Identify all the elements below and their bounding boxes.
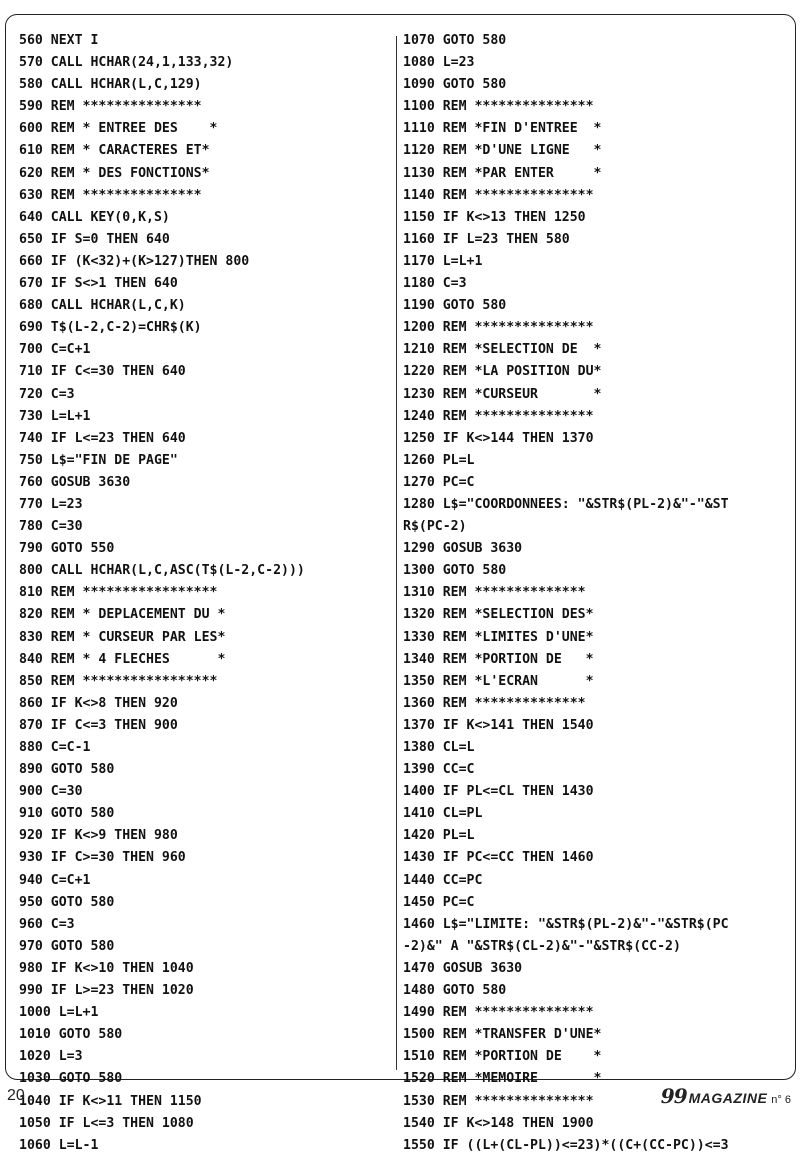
code-line: 690 T$(L-2,C-2)=CHR$(K) [19,320,202,336]
code-line: 1040 IF K<>11 THEN 1150 [19,1093,202,1109]
listing-left-column [19,30,391,1157]
code-line: 900 C=30 [19,784,83,800]
code-line: 1210 REM *SELECTION DE * [403,342,602,358]
code-line: 740 IF L<=23 THEN 640 [19,430,186,446]
code-line: 1460 L$="LIMITE: "&STR$(PL-2)&"-"&STR$(PC [403,916,729,932]
code-line: 1150 IF K<>13 THEN 1250 [403,209,586,225]
code-line: 960 C=3 [19,916,75,932]
code-line: 1170 L=L+1 [403,253,483,269]
code-line: 1420 PL=L [403,828,475,844]
code-line: 1400 IF PL<=CL THEN 1430 [403,784,594,800]
code-line: 760 GOSUB 3630 [19,474,131,490]
code-line: 680 CALL HCHAR(L,C,K) [19,298,186,314]
code-line: 1370 IF K<>141 THEN 1540 [403,717,594,733]
code-line: 1300 GOTO 580 [403,563,507,579]
code-line: 940 C=C+1 [19,872,91,888]
code-line: 830 REM * CURSEUR PAR LES* [19,629,226,645]
code-line: 990 IF L>=23 THEN 1020 [19,983,194,999]
code-line: 560 NEXT I [19,33,99,48]
code-line: R$(PC-2) [403,519,467,535]
code-line: 1010 GOTO 580 [19,1027,123,1043]
code-line: 840 REM * 4 FLECHES * [19,651,226,667]
code-line: 720 C=3 [19,386,75,402]
code-line: 710 IF C<=30 THEN 640 [19,364,186,380]
code-line: 750 L$="FIN DE PAGE" [19,452,178,468]
code-line: 1190 GOTO 580 [403,298,507,314]
code-line: 1380 CL=L [403,740,475,755]
code-line: 730 L=L+1 [19,408,91,424]
code-line: 1360 REM ************** [403,695,586,711]
code-line: 1490 REM *************** [403,1005,594,1021]
code-line: 1090 GOTO 580 [403,77,507,93]
code-line: 1480 GOTO 580 [403,983,507,999]
code-line: 860 IF K<>8 THEN 920 [19,695,178,711]
code-line: 1430 IF PC<=CC THEN 1460 [403,850,594,866]
code-line: 1080 L=23 [403,55,475,71]
code-line: 580 CALL HCHAR(L,C,129) [19,77,202,93]
column-divider [396,36,397,1070]
code-line: 1330 REM *LIMITES D'UNE* [403,629,594,645]
code-line: 1270 PC=C [403,474,475,490]
code-line: 1450 PC=C [403,894,475,910]
code-line: 1100 REM *************** [403,99,594,115]
code-line: 570 CALL HCHAR(24,1,133,32) [19,55,234,71]
code-line: 700 C=C+1 [19,342,91,358]
code-line: 1220 REM *LA POSITION DU* [403,364,602,380]
code-line: 630 REM *************** [19,187,202,203]
code-line: 1410 CL=PL [403,806,483,822]
code-line: 810 REM ***************** [19,585,218,601]
magazine-name: MAGAZINE [688,1090,768,1106]
code-line: 1000 L=L+1 [19,1005,99,1021]
code-line: 1060 L=L-1 [19,1137,99,1153]
code-line: -2)&" A "&STR$(CL-2)&"-"&STR$(CC-2) [403,938,681,954]
code-line: 660 IF (K<32)+(K>127)THEN 800 [19,253,250,269]
code-line: 620 REM * DES FONCTIONS* [19,165,210,181]
code-line: 640 CALL KEY(0,K,S) [19,209,170,225]
code-line: 1280 L$="COORDONNEES: "&STR$(PL-2)&"-"&ST [403,496,729,512]
code-line: 1550 IF ((L+(CL-PL))<=23)*((C+(CC-PC))<=3 [403,1137,729,1153]
magazine-footer [661,1084,791,1108]
listing-right-column [403,30,783,1157]
code-line: 1140 REM *************** [403,187,594,203]
code-line: 820 REM * DEPLACEMENT DU * [19,607,226,623]
magazine-logo: 99 [660,1084,687,1108]
code-line: 1310 REM ************** [403,585,586,601]
code-line: 1120 REM *D'UNE LIGNE * [403,143,602,159]
code-line: 880 C=C-1 [19,740,91,755]
code-line: 1230 REM *CURSEUR * [403,386,602,402]
code-line: 1110 REM *FIN D'ENTREE * [403,121,602,137]
code-line: 1200 REM *************** [403,320,594,336]
code-line: 950 GOTO 580 [19,894,115,910]
code-line: 1390 CC=C [403,762,475,778]
code-line: 1260 PL=L [403,452,475,468]
code-line: 970 GOTO 580 [19,938,115,954]
code-line: 1470 GOSUB 3630 [403,960,523,976]
code-line: 770 L=23 [19,496,83,512]
code-line: 600 REM * ENTREE DES * [19,121,218,137]
code-line: 1020 L=3 [19,1049,83,1065]
code-line: 980 IF K<>10 THEN 1040 [19,960,194,976]
code-line: 850 REM ***************** [19,673,218,689]
code-line: 780 C=30 [19,519,83,535]
code-line: 1030 GOTO 580 [19,1071,123,1087]
code-line: 1510 REM *PORTION DE * [403,1049,602,1065]
code-line: 1290 GOSUB 3630 [403,541,523,557]
code-line: 1500 REM *TRANSFER D'UNE* [403,1027,602,1043]
code-line: 1240 REM *************** [403,408,594,424]
code-line: 920 IF K<>9 THEN 980 [19,828,178,844]
code-line: 1160 IF L=23 THEN 580 [403,231,570,247]
code-line: 1130 REM *PAR ENTER * [403,165,602,181]
code-line: 890 GOTO 580 [19,762,115,778]
code-line: 1440 CC=PC [403,872,483,888]
code-line: 610 REM * CARACTERES ET* [19,143,210,159]
code-line: 1050 IF L<=3 THEN 1080 [19,1115,194,1131]
page-number: 20 [7,1087,25,1104]
code-line: 670 IF S<>1 THEN 640 [19,276,178,292]
code-line: 910 GOTO 580 [19,806,115,822]
code-line: 1070 GOTO 580 [403,33,507,48]
code-line: 930 IF C>=30 THEN 960 [19,850,186,866]
code-line: 590 REM *************** [19,99,202,115]
code-line: 1180 C=3 [403,276,467,292]
issue-number: n° 6 [771,1094,791,1106]
code-line: 1530 REM *************** [403,1093,594,1109]
code-line: 1540 IF K<>148 THEN 1900 [403,1115,594,1131]
code-line: 1520 REM *MEMOIRE * [403,1071,602,1087]
code-line: 1320 REM *SELECTION DES* [403,607,594,623]
code-line: 1340 REM *PORTION DE * [403,651,594,667]
code-line: 870 IF C<=3 THEN 900 [19,717,178,733]
code-line: 790 GOTO 550 [19,541,115,557]
code-line: 800 CALL HCHAR(L,C,ASC(T$(L-2,C-2))) [19,563,305,579]
code-line: 1350 REM *L'ECRAN * [403,673,594,689]
code-line: 1250 IF K<>144 THEN 1370 [403,430,594,446]
code-line: 650 IF S=0 THEN 640 [19,231,170,247]
